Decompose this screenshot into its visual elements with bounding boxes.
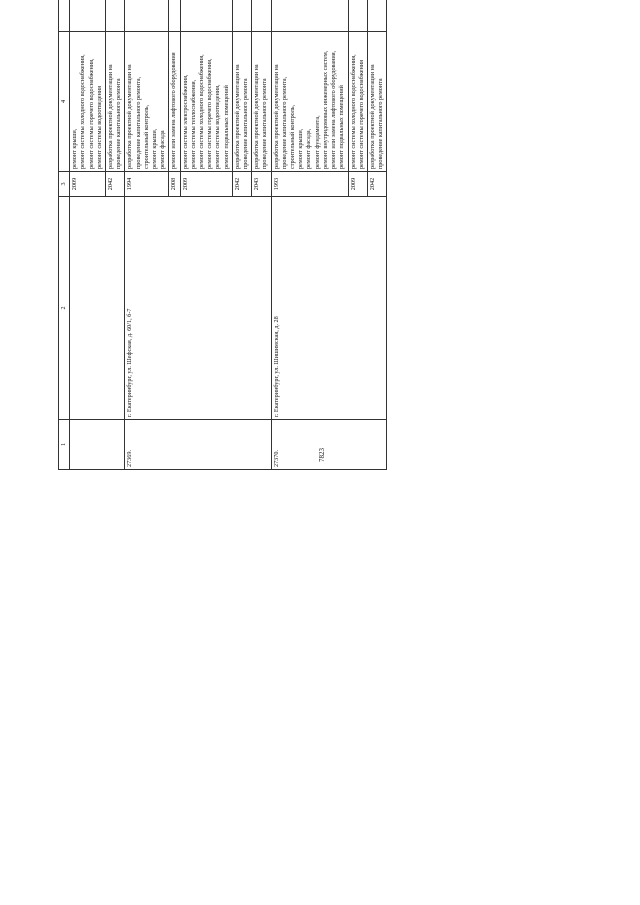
works-cell: [180, 32, 232, 172]
work-item: проведение капитального ремонта,: [280, 76, 288, 169]
works-cell: [232, 32, 251, 172]
year-cell: 2042: [232, 172, 251, 197]
table-row: [70, 0, 106, 470]
column-number-header-row: [59, 0, 70, 470]
work-item: проведение капитального ремонта: [115, 78, 123, 169]
table-row: [125, 0, 169, 470]
work-item: ремонт крыши,: [297, 128, 305, 169]
works-cell: [367, 32, 386, 172]
work-item: ремонт внутридомовых инженерных систем,: [321, 50, 329, 169]
work-item: ремонт фасада: [159, 130, 167, 169]
period-cell: [348, 0, 367, 32]
works-cell: [70, 32, 106, 172]
address-cell: [70, 197, 125, 420]
period-cell: [252, 0, 271, 32]
period-cell: [125, 0, 169, 32]
work-item: ремонт фасада,: [305, 128, 313, 169]
year-cell: 2009: [348, 172, 367, 197]
address-cell: г. Екатеринбург, ул. Шефская, д. 60/1, б-7: [125, 197, 271, 420]
work-item: ремонт системы холодного водоснабжения,: [79, 54, 87, 169]
column-header: 1: [59, 420, 70, 470]
work-item: ремонт крыши,: [151, 128, 159, 169]
work-item: проведение капитального ремонта: [261, 78, 269, 169]
work-item: разработка проектной документации на: [272, 64, 280, 169]
work-item: разработка проектной документации на: [368, 64, 376, 169]
column-header: [59, 0, 70, 32]
works-cell: [106, 32, 125, 172]
works-cell: [169, 32, 180, 172]
column-header: 2: [59, 197, 70, 420]
work-item: ремонт системы горячего водоснабжения,: [87, 58, 95, 169]
work-item: строительный контроль,: [289, 104, 297, 169]
work-item: строительный контроль,: [142, 104, 150, 169]
period-cell: [169, 0, 180, 32]
page-number: 7823: [317, 448, 326, 462]
year-cell: 1994: [125, 172, 169, 197]
work-item: разработка проектной документации на: [253, 64, 261, 169]
work-item: ремонт системы холодного водоснабжения,: [198, 54, 206, 169]
work-item: ремонт системы горячего водоснабжения: [357, 60, 365, 169]
work-item: ремонт фундамента,: [313, 115, 321, 169]
period-cell: [232, 0, 251, 32]
period-cell: [180, 0, 232, 32]
work-item: ремонт или замена лифтового оборудования: [170, 52, 178, 169]
work-item: ремонт или замена лифтового оборудования,: [330, 50, 338, 169]
object-number-cell: 27369.: [125, 420, 271, 470]
work-item: ремонт системы водоотведения,: [214, 84, 222, 169]
period-cell: [367, 0, 386, 32]
works-cell: [125, 32, 169, 172]
year-cell: 2042: [106, 172, 125, 197]
work-item: ремонт системы холодного водоснабжения,: [349, 54, 357, 169]
table-row: [271, 0, 348, 470]
year-cell: 2009: [180, 172, 232, 197]
work-item: разработка проектной документации на: [107, 64, 115, 169]
works-cell: [348, 32, 367, 172]
work-item: ремонт системы водоотведения: [95, 86, 103, 169]
work-item: ремонт системы электроснабжения,: [181, 74, 189, 169]
work-item: разработка проектной документации на: [126, 64, 134, 169]
object-number-cell: 27370.: [271, 420, 387, 470]
work-item: ремонт системы теплоснабжения,: [189, 79, 197, 169]
year-cell: 2009: [70, 172, 106, 197]
year-cell: 2043: [252, 172, 271, 197]
work-item: ремонт подвальных помещений: [338, 85, 346, 169]
repair-schedule-table: [58, 0, 387, 470]
work-item: проведение капитального ремонта: [242, 78, 250, 169]
year-cell: 1993: [271, 172, 348, 197]
work-item: проведение капитального ремонта,: [134, 76, 142, 169]
period-cell: [70, 0, 106, 32]
period-cell: [106, 0, 125, 32]
work-item: ремонт подвальных помещений: [222, 85, 230, 169]
column-header: 4: [59, 32, 70, 172]
year-cell: 2042: [367, 172, 386, 197]
address-cell: г. Екатеринбург, ул. Шишимская, д. 28: [271, 197, 387, 420]
work-item: разработка проектной документации на: [233, 64, 241, 169]
rotated-table-sheet: [58, 0, 498, 470]
column-header: 3: [59, 172, 70, 197]
works-cell: [252, 32, 271, 172]
works-cell: [271, 32, 348, 172]
work-item: ремонт системы горячего водоснабжения,: [206, 58, 214, 169]
work-item: проведение капитального ремонта: [377, 78, 385, 169]
work-item: ремонт крыши,: [71, 128, 79, 169]
year-cell: 2008: [169, 172, 180, 197]
period-cell: [271, 0, 348, 32]
object-number-cell: [70, 420, 125, 470]
